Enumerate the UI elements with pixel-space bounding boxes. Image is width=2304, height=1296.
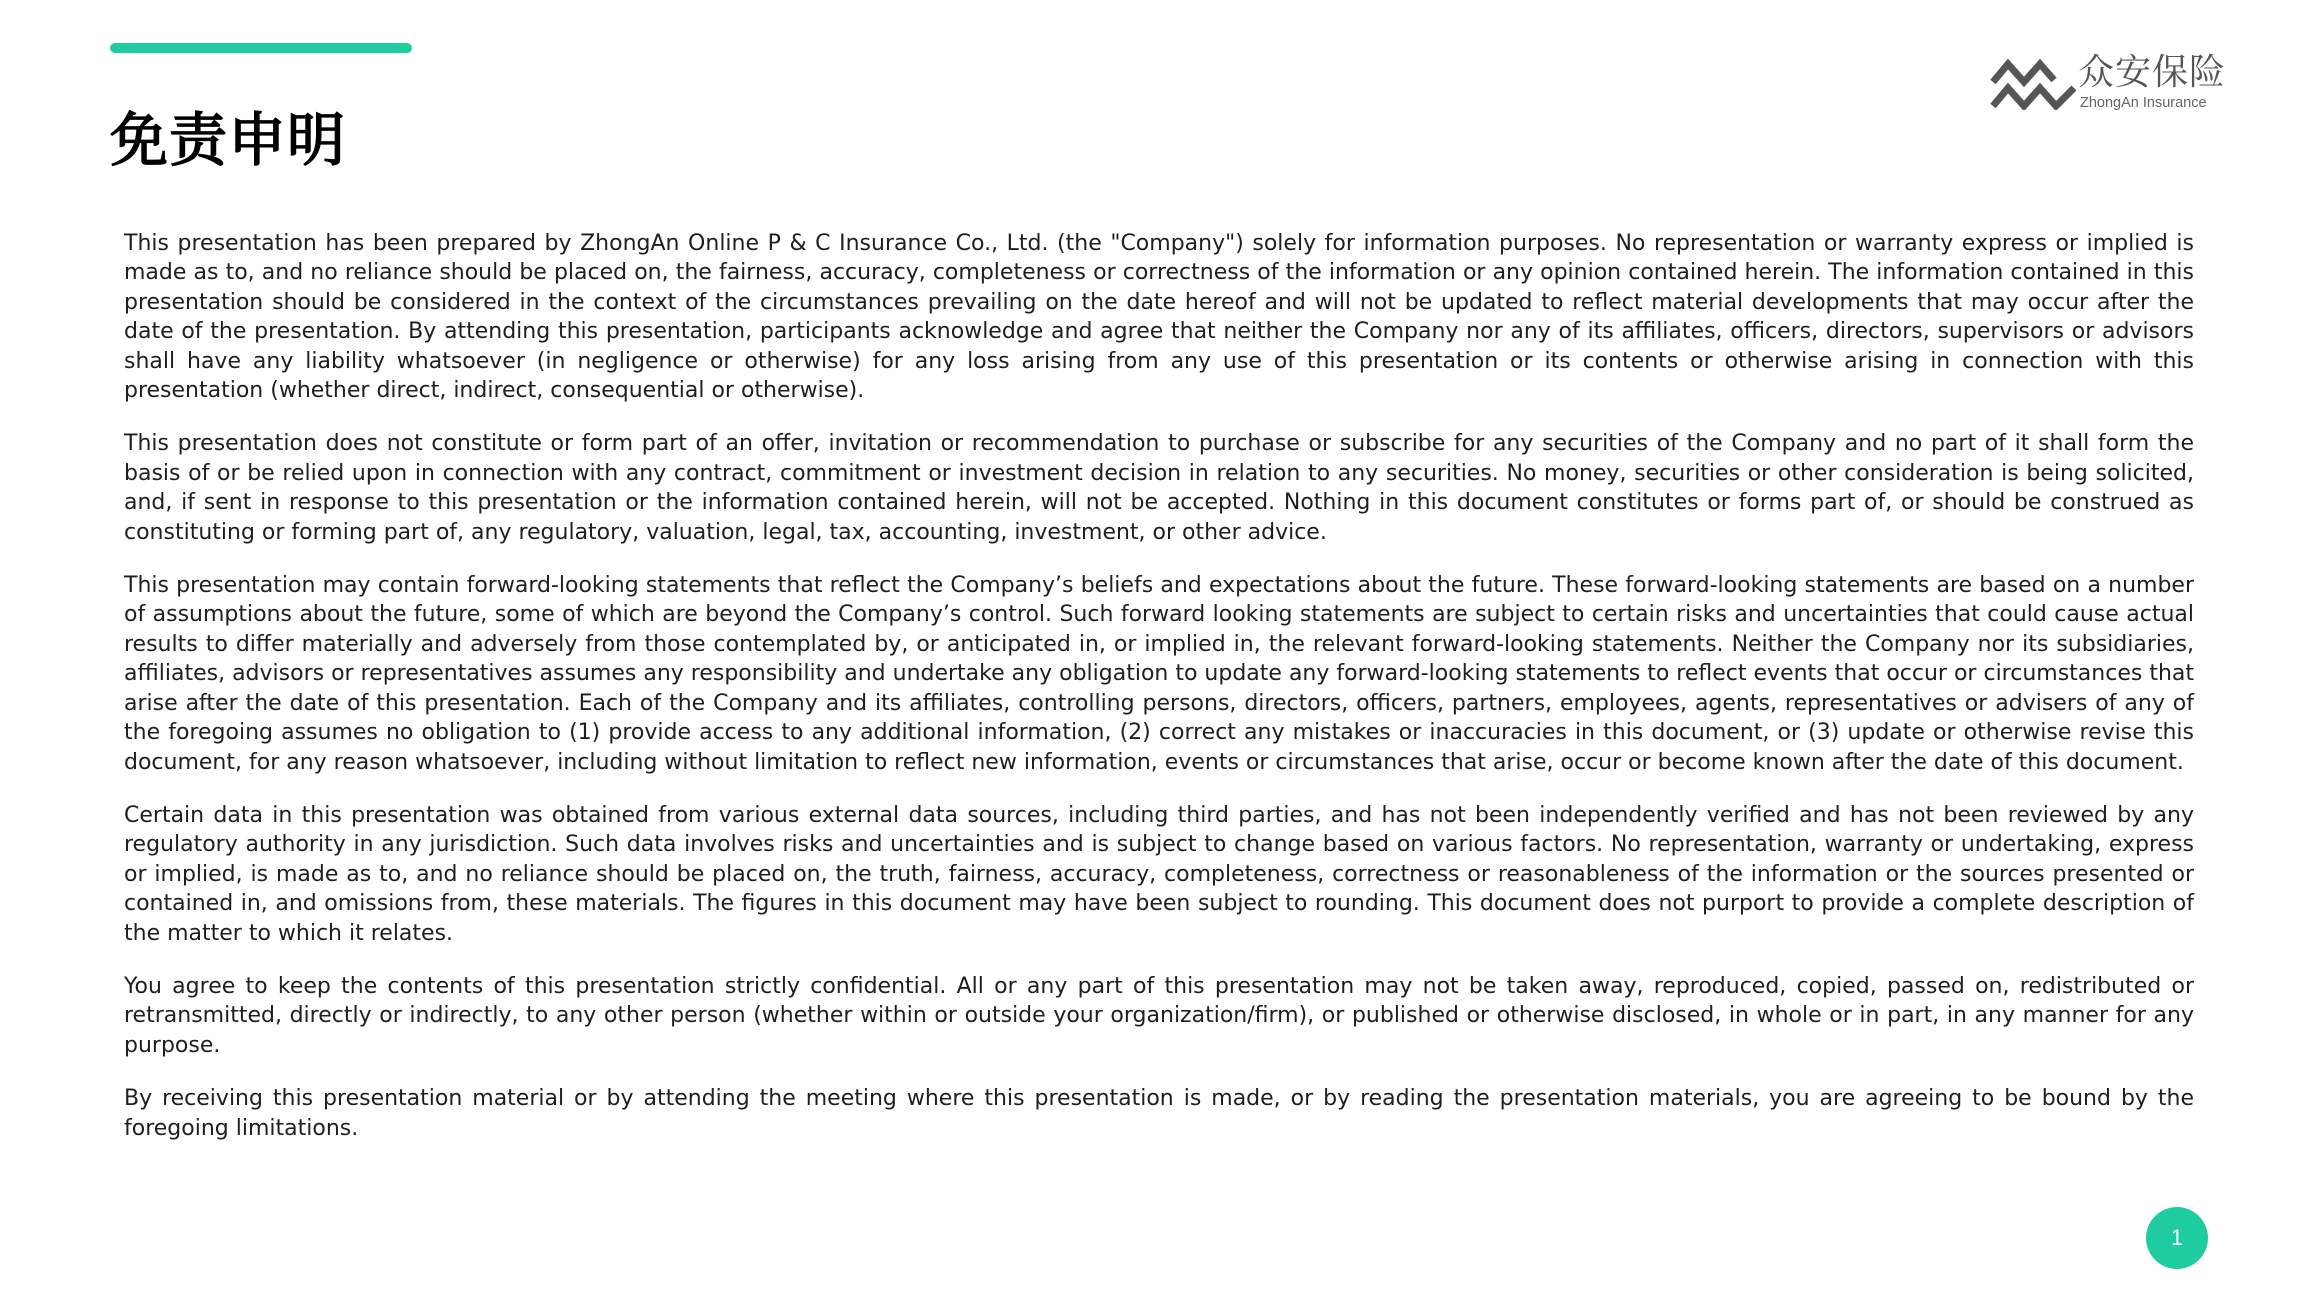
disclaimer-paragraph: Certain data in this presentation was obtained from various external data sources, including third parties, and has not been independently verified and has not been reviewed by any regulatory authority in any jurisdiction. Such data involves risks and uncertainties and is subject to change based on various factors. No representation, warranty or undertaking, express or implied, is made as to, and no reliance should be placed on, the truth, fairness, accuracy, completeness, correctness or reasonableness of the information or the sources presented or contained in, and omissions from, these materials. The figures in this document may have been subject to rounding. This document does not purport to provide a complete description of the matter to which it relates. <box>124 802 2194 946</box>
disclaimer-paragraph: This presentation has been prepared by ZhongAn Online P & C Insurance Co., Ltd. (the "Company") solely for information purposes. No representation or warranty express or implied is made as to, and no reliance should be placed on, the fairness, accuracy, completeness or correctness of the information or any opinion contained herein. The information contained in this presentation should be considered in the context of the circumstances prevailing on the date hereof and will not be updated to reflect material developments that may occur after the date of the presentation. By attending this presentation, participants acknowledge and agree that neither the Company nor any of its affiliates, officers, directors, supervisors or advisors shall have any liability whatsoever (in negligence or otherwise) for any loss arising from any use of this presentation or its contents or otherwise arising in connection with this presentation (whether direct, indirect, consequential or otherwise). <box>124 231 2194 404</box>
disclaimer-body <box>124 229 2194 1167</box>
page-title: 免责申明 <box>110 106 347 174</box>
disclaimer-paragraph: You agree to keep the contents of this presentation strictly confidential. All or any part of this presentation may not be taken away, reproduced, copied, passed on, redistributed or retransmitted, directly or indirectly, to any other person (whether within or outside your organization/firm), or published or otherwise disclosed, in whole or in part, in any manner for any purpose. <box>124 973 2194 1058</box>
title-accent-bar <box>110 43 412 53</box>
disclaimer-paragraph: By receiving this presentation material or by attending the meeting where this presentation is made, or by reading the presentation materials, you are agreeing to be bound by the foregoing limitations. <box>124 1086 2194 1141</box>
page-number-badge: 1 <box>2146 1207 2208 1269</box>
logo-english-name: ZhongAn Insurance <box>2080 95 2207 111</box>
logo-chinese-name: 众安保险 <box>2078 52 2227 93</box>
company-logo <box>1990 52 2227 114</box>
disclaimer-paragraph: This presentation does not constitute or form part of an offer, invitation or recommendation to purchase or subscribe for any securities of the Company and no part of it shall form the basis of or be relied upon in connection with any contract, commitment or investment decision in relation to any securities. No money, securities or other consideration is being solicited, and, if sent in response to this presentation or the information contained herein, will not be accepted. Nothing in this document constitutes or forms part of, or should be construed as constituting or forming part of, any regulatory, valuation, legal, tax, accounting, investment, or other advice. <box>124 431 2194 545</box>
zhongan-logo-icon <box>1990 54 2076 110</box>
disclaimer-paragraph: This presentation may contain forward-looking statements that reflect the Company’s beliefs and expectations about the future. These forward-looking statements are based on a number of assumptions about the future, some of which are beyond the Company’s control. Such forward looking statements are subject to certain risks and uncertainties that could cause actual results to differ materially and adversely from those contemplated by, or anticipated in, or implied in, the relevant forward-looking statements. Neither the Company nor its subsidiaries, affiliates, advisors or representatives assumes any responsibility and undertake any obligation to update any forward-looking statements to reflect events that occur or circumstances that arise after the date of this presentation. Each of the Company and its affiliates, controlling persons, directors, officers, partners, employees, agents, representatives or advisers of any of the foregoing assumes no obligation to (1) provide access to any additional information, (2) correct any mistakes or inaccuracies in this document, or (3) update or otherwise revise this document, for any reason whatsoever, including without limitation to reflect new information, events or circumstances that arise, occur or become known after the date of this document. <box>124 573 2194 775</box>
